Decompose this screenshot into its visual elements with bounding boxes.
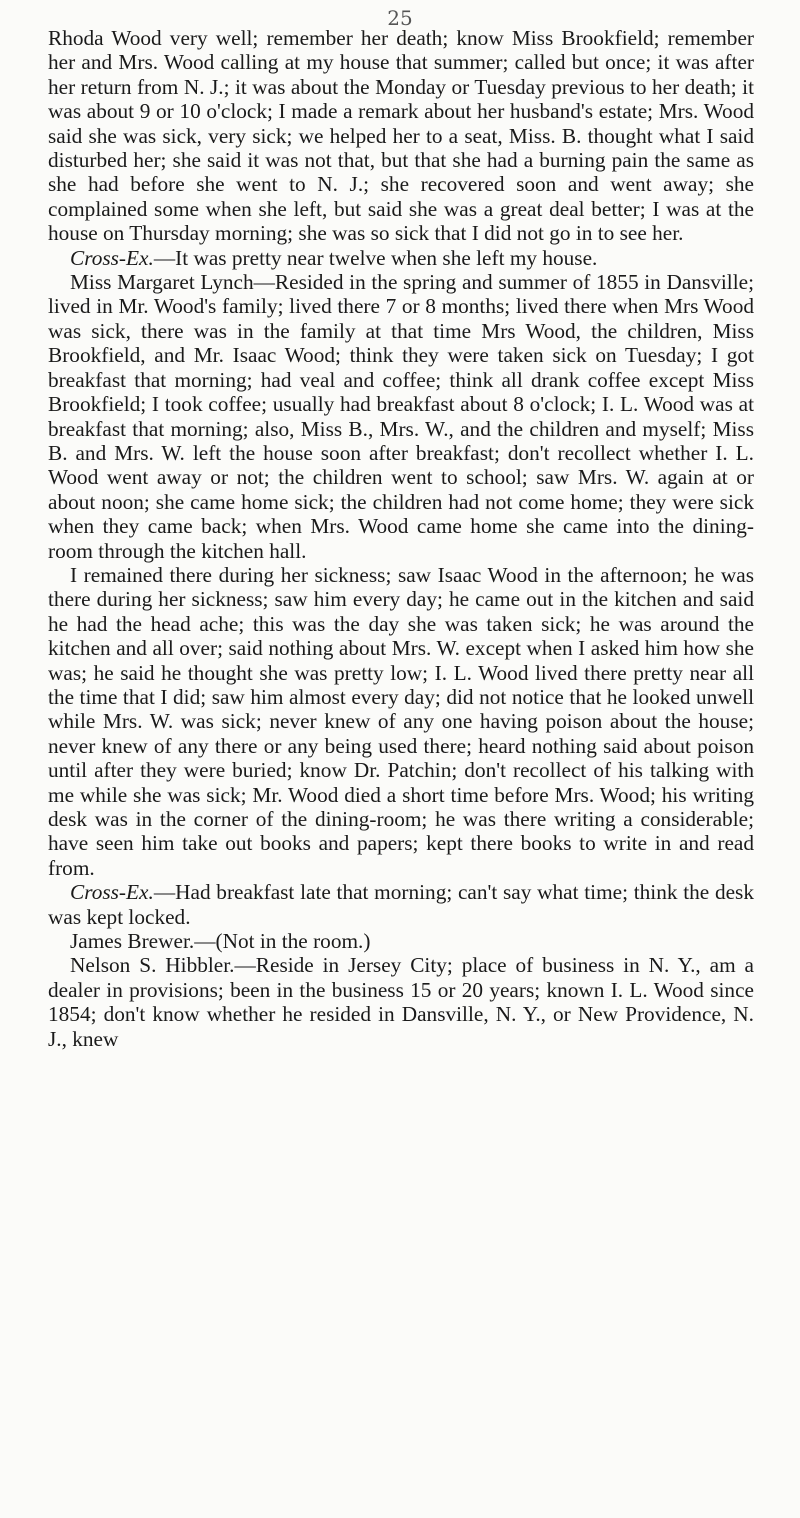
paragraph-james-brewer: [48, 929, 754, 953]
paragraph-nelson-hibbler: [48, 953, 754, 1051]
cross-ex-label: Cross-Ex.: [70, 245, 154, 270]
paragraph-text: James Brewer.—(Not in the room.): [70, 929, 371, 954]
paragraph-text: Rhoda Wood very well; remember her death; know Miss Brookfield; remember her and Mrs. Wood calling at my house that summer; called but once; it was after her return from N. J.; it was about the Monday or Tuesday previous to her death; it was about 9 or 10 o'clock; I made a remark about her husband's estate; Mrs. Wood said she was sick, very sick; we helped her to a seat, Miss. B. thought what I said disturbed her; she said it was not that, but that she had a burning pain the same as she had before she went to N. J.; she recovered soon and went away; she complained some when she left, but said she was a great deal better; I was at the house on Thursday morning; she was so sick that I did not go in to see her.: [48, 26, 754, 246]
paragraph-text: Miss Margaret Lynch—Resided in the spring and summer of 1855 in Dansville; lived in Mr. Wood's family; lived there 7 or 8 months; lived there when Mrs Wood was sick, there was in the family at that time Mrs Wood, the children, Miss Brookfield, and Mr. Isaac Wood; think they were taken sick on Tuesday; I got breakfast that morning; had veal and coffee; think all drank coffee except Miss Brookfield; I took coffee; usually had breakfast about 8 o'clock; I. L. Wood was at breakfast that morning; also, Miss B., Mrs. W., and the children and myself; Miss B. and Mrs. W. left the house soon after breakfast; don't recollect whether I. L. Wood went away or not; the children went to school; saw Mrs. W. again at or about noon; she came home sick; the children had not come home; they were sick when they came back; when Mrs. Wood came home she came into the dining-room through the kitchen hall.: [48, 270, 754, 563]
paragraph-cross-ex-2: [48, 880, 754, 929]
paragraph-remained-there: [48, 563, 754, 880]
paragraph-cross-ex-1: [48, 246, 754, 270]
paragraph-text: I remained there during her sickness; saw Isaac Wood in the afternoon; he was there during her sickness; saw him every day; he came out in the kitchen and said he had the head ache; this was the day she was taken sick; he was around the kitchen and all over; said nothing about Mrs. W. except when I asked him how she was; he said he thought she was pretty low; I. L. Wood lived there pretty near all the time that I did; saw him almost every day; did not notice that he looked unwell while Mrs. W. was sick; never knew of any one having poison about the house; never knew of any there or any being used there; heard nothing said about poison until after they were buried; know Dr. Patchin; don't recollect of his talking with me while she was sick; Mr. Wood died a short time before Mrs. Wood; his writing desk was in the corner of the dining-room; he was there writing a considerable; have seen him take out books and papers; kept there books to write in and read from.: [48, 562, 754, 880]
paragraph-rhoda-wood: [48, 26, 754, 246]
paragraph-text: —It was pretty near twelve when she left my house.: [153, 245, 598, 270]
page-number: 25: [387, 6, 413, 30]
paragraph-text: Nelson S. Hibbler.—Reside in Jersey City; place of business in N. Y., am a dealer in provisions; been in the business 15 or 20 years; known I. L. Wood since 1854; don't know whether he resided in Dansville, N. Y., or New Providence, N. J., knew: [48, 953, 754, 1051]
text-column: [48, 26, 754, 1051]
paragraph-margaret-lynch: [48, 270, 754, 563]
cross-ex-label: Cross-Ex.: [70, 880, 154, 905]
paragraph-text: —Had breakfast late that morning; can't say what time; think the desk was kept locked.: [48, 880, 754, 929]
